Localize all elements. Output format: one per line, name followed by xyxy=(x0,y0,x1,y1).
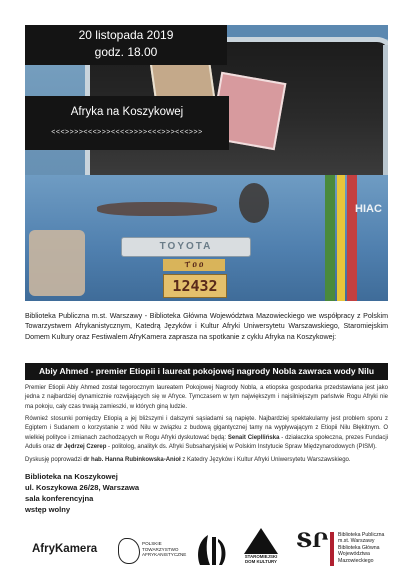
pta-text xyxy=(142,541,186,558)
university-emblem-icon xyxy=(194,531,230,569)
handle-brand-text: TOYOTA xyxy=(159,241,213,252)
speaker-2: dr Jędrzej Czerep xyxy=(56,444,107,451)
paragraph-2-text: Również stosunki pomiędzy Etiopią a jej bliższymi i dalszymi sąsiadami są napięte. Najbardziej spektakularny jest problem sporu z Egiptem i Sudanem o korzystanie z wód Nilu w związku z budową gigantycznej tamy na wypływającym z Etiopii Nilu Błękitnym. O wielkiej polityce i zmianach zachodzących w Rogu Afryki dyskutować będą: xyxy=(25,416,388,441)
painted-portrait xyxy=(29,230,85,296)
moderator: dr hab. Hanna Rubinkowska-Anioł xyxy=(83,457,181,463)
library-line: m.st. Warszawy xyxy=(338,538,375,545)
library-line: Biblioteka Główna xyxy=(338,544,380,551)
library-text xyxy=(338,532,402,564)
painted-face xyxy=(239,183,269,223)
paragraph-3-text: Dyskusję poprowadzi xyxy=(25,457,84,463)
venue-room: sala konferencyjna xyxy=(25,494,94,503)
paragraph-2-text: - działaczka społeczna, prezes Fundacji Adulis oraz xyxy=(25,434,389,451)
library-line: Województwa Mazowieckiego xyxy=(338,551,374,564)
rust-patch xyxy=(97,202,217,216)
admission: wstęp wolny xyxy=(25,505,71,514)
triangle-icon xyxy=(244,528,278,554)
event-time: godz. 18.00 xyxy=(94,45,158,59)
flag-stripe-red xyxy=(347,175,357,301)
dk-label-1: STAROMIEJSKI xyxy=(244,554,278,559)
paragraph-2 xyxy=(25,415,388,453)
dom-kultury-logo xyxy=(243,528,279,574)
plate-script: ፐ ዐ ዐ xyxy=(163,259,225,271)
hero-photo xyxy=(25,25,388,301)
library-bar-icon xyxy=(330,532,334,566)
van-brand: HIAC xyxy=(355,203,382,215)
venue-name: Biblioteka na Koszykowej xyxy=(25,472,118,481)
pta-logo xyxy=(118,536,187,564)
venue-address: ul. Koszykowa 26/28, Warszawa xyxy=(25,483,140,492)
license-plate: 12432 xyxy=(163,274,227,298)
decorative-pattern: <<<>>>><<<>>><<<<>>>><<<>>><<<>>> xyxy=(51,129,203,136)
pta-line: TOWARZYSTWO xyxy=(142,546,179,552)
pta-line: POLSKIE xyxy=(142,541,162,546)
date-banner xyxy=(25,25,227,65)
calligraphy-logo: ՏՐ xyxy=(296,528,329,552)
paragraph-2-text: - politolog, analityk ds. Afryki Subsaharyjskiej w Polskim Instytucie Spraw Międzynarodowych (PISM). xyxy=(106,444,377,451)
paragraph-3-text: z Katedry Języków i Kultur Afryki Uniwersytetu Warszawskiego. xyxy=(180,457,351,463)
partner-logos xyxy=(0,528,413,578)
intro-text: Biblioteka Publiczna m.st. Warszawy - Biblioteka Główna Województwa Mazowieckiego we współpracy z Polskim Towarzystwem Afrykanistycznym, Katedrą Języków i Kultur Afryki Uniwersytetu Warszawskiego, Staromiejskim Domem Kultury oraz Festiwalem AfryKamera zaprasza na spotkanie z cyklu Afryka na Koszykowej: xyxy=(25,312,388,341)
africa-outline-icon xyxy=(118,538,140,564)
event-date: 20 listopada 2019 xyxy=(78,28,174,42)
library-line: Biblioteka Publiczna xyxy=(338,532,385,538)
door-handle xyxy=(121,237,251,257)
speaker-1: Senait Ciepllińska xyxy=(227,434,280,441)
paragraph-3 xyxy=(25,456,388,465)
title-banner xyxy=(25,96,229,150)
pta-line: AFRYKANISTYCZNE xyxy=(142,552,187,558)
afrykamera-logo: AfryKamera xyxy=(32,543,98,555)
flag-stripe-yellow xyxy=(337,175,345,301)
flag-stripe-green xyxy=(325,175,335,301)
event-headline: Abiy Ahmed - premier Etiopii i laureat pokojowej nagrody Nobla zawraca wody Nilu xyxy=(25,363,388,380)
series-title: Afryka na Koszykowej xyxy=(70,106,184,118)
library-logo xyxy=(330,532,402,572)
dk-label-2: DOM KULTURY xyxy=(245,559,277,564)
venue-info xyxy=(25,471,139,515)
paragraph-1: Premier Etiopii Abiy Ahmed został tegorocznym laureatem Pokojowej Nagrody Nobla, a etiopska gospodarka przedstawiana jest jako jedna z najbardziej dynamicznie rozwijających się w Afryce. Tymczasem w tym największym i najsilniejszym państwie Rogu Afryki nie ma pokoju, cały czas trwają zamieszki, w których giną ludzie. xyxy=(25,385,388,410)
